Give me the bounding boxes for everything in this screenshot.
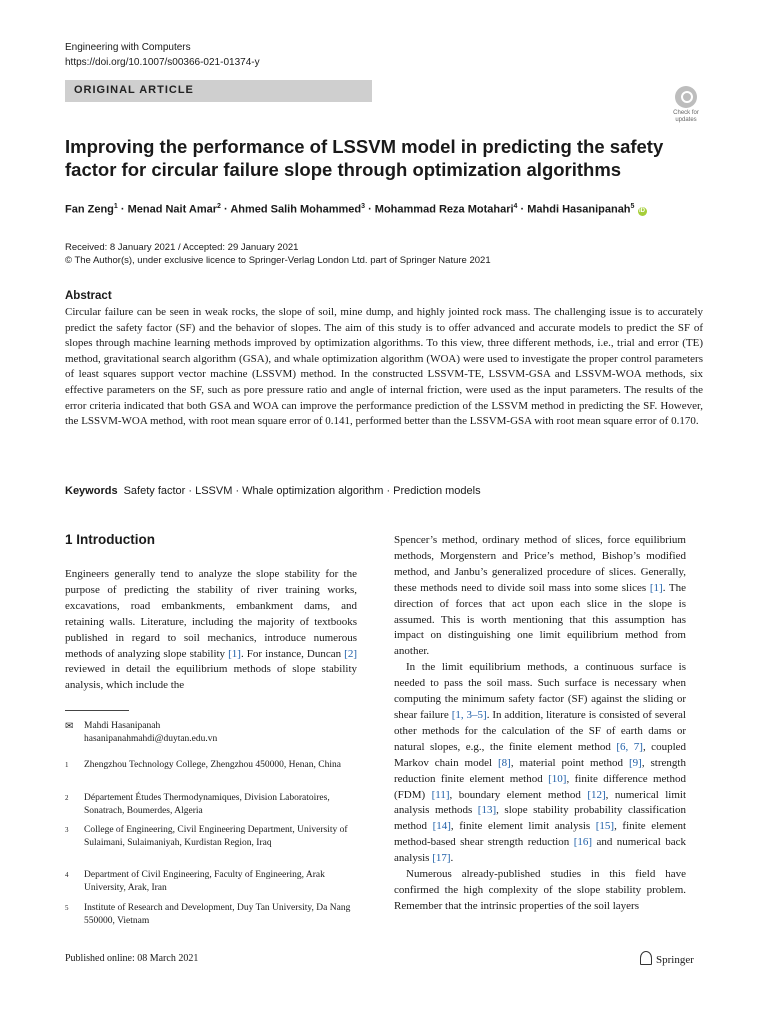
citation-link[interactable]: [15] xyxy=(595,820,615,833)
author-name: Mohammad Reza Motahari xyxy=(374,203,514,216)
check-for-updates-badge[interactable] xyxy=(666,86,706,124)
citation-link[interactable]: [1] xyxy=(228,647,241,660)
text-run: . For instance, Duncan xyxy=(240,647,345,660)
affiliation-item xyxy=(65,824,357,850)
citation-link[interactable]: [17] xyxy=(432,852,451,865)
journal-header xyxy=(65,40,260,70)
text-run: , strength reduction finite element method xyxy=(394,756,686,785)
affiliation-text: Département Études Thermodynamiques, Division Laboratoires, Sonatrach, Boumerdes, Algeria xyxy=(84,793,330,816)
affiliation-text: Institute of Research and Development, Duy Tan University, Da Nang 550000, Vietnam xyxy=(84,903,351,926)
citation-link[interactable]: [6, 7] xyxy=(616,740,643,753)
envelope-icon: ✉ xyxy=(65,721,74,732)
affiliation-item xyxy=(65,869,357,895)
check-updates-icon xyxy=(675,86,697,108)
citation-link[interactable]: [1] xyxy=(649,581,663,594)
text-run: Spencer’s method, ordinary method of slices, force equilibrium methods, Morgenstern and Price’s method, Bishop’s modified method, and Janbu’s generalized procedure of slices. Generally, these methods need to divide soil mass into some slices xyxy=(394,534,686,594)
received-accepted: Received: 8 January 2021 / Accepted: 29 January 2021 xyxy=(65,242,299,253)
orcid-icon[interactable]: iD xyxy=(639,207,645,214)
affiliation-item xyxy=(65,759,357,772)
keywords xyxy=(65,485,705,497)
doi-link[interactable]: https://doi.org/10.1007/s00366-021-01374-y xyxy=(65,57,260,68)
author-affiliation: 5 xyxy=(630,203,635,210)
intro-paragraph xyxy=(394,533,686,660)
intro-paragraph: Numerous already-published studies in this field have confirmed the high complexity of the slope stability problem. Remember that the intrinsic properties of the soil layers xyxy=(394,868,686,912)
affiliation-item xyxy=(65,902,357,928)
affiliation-number: 3 xyxy=(65,826,69,834)
author-list: Fan Zeng$^1$ · Menad Nait Amar$^2$ · Ahmed Salih Mohammed$^3$ · Mohammad Reza Motahari$^4$ · Mahdi Hasanipanah$^5$ iD xyxy=(65,203,645,216)
citation-link[interactable]: [1, xyxy=(451,708,467,721)
author-affiliation: 3 xyxy=(361,203,366,210)
footnote-divider xyxy=(65,710,129,711)
copyright-notice: © The Author(s), under exclusive licence to Springer-Verlag London Ltd. part of Springer Nature 2021 xyxy=(65,255,491,266)
citation-link[interactable]: [8] xyxy=(497,756,511,769)
text-run: , coupled Markov chain model xyxy=(394,740,687,769)
citation-link[interactable]: [12] xyxy=(587,788,606,801)
citation-link[interactable]: [14] xyxy=(432,820,451,833)
citation-link[interactable]: [9] xyxy=(629,756,642,769)
author-name: Fan Zeng xyxy=(65,203,114,216)
citation-link[interactable]: [13] xyxy=(477,804,497,817)
text-run: Engineers generally tend to analyze the slope stability for the purpose of predicting the stability of river training works, excavations, road embankments, embankment dams, and retaining walls. Literature, including the majority of textbooks published in regard to soil mechanics, introduce numerous methods of analyzing slope stability xyxy=(65,568,357,660)
publisher-name: Springer xyxy=(656,954,694,966)
text-run: , material point method xyxy=(510,756,629,769)
text-run: , numerical limit analysis methods xyxy=(394,788,686,817)
text-run: . xyxy=(450,852,454,865)
check-updates-label: Check for updates xyxy=(673,110,699,123)
affiliation-number: 2 xyxy=(65,794,69,802)
text-run: , finite difference method (FDM) xyxy=(394,772,686,801)
correspondence-block xyxy=(65,720,357,746)
intro-column-right xyxy=(394,533,686,915)
citation-link[interactable]: [16] xyxy=(573,836,593,849)
keywords-label: Keywords xyxy=(65,485,118,497)
text-run: reviewed in detail the equilibrium methods of slope stability analysis, which include the xyxy=(65,663,357,692)
intro-paragraph xyxy=(65,567,357,694)
affiliation-text: College of Engineering, Civil Engineering Department, University of Sulaimani, Sulaimaniyah, Kurdistan Region, Iraq xyxy=(84,825,348,848)
citation-link[interactable]: [10] xyxy=(548,772,567,785)
citation-link[interactable]: [2] xyxy=(344,647,357,660)
publication-dates xyxy=(65,241,491,267)
author-affiliation: 2 xyxy=(217,203,221,210)
text-run: In the limit equilibrium methods, a continuous surface is needed to pass the soil mass. Such surface is necessary when computing the minimum safety factor (SF) against the sliding or shear failure xyxy=(394,661,686,721)
section-heading: 1 Introduction xyxy=(65,532,155,547)
author-affiliation: 4 xyxy=(513,203,518,210)
text-run: . In addition, literature is consisted of several other methods for the calculation of the SF of earth dams or natural slopes, e.g., the finite element method xyxy=(394,708,686,753)
citation-link[interactable]: ] xyxy=(483,708,487,721)
text-run: , finite element method-based shear strength reduction xyxy=(394,820,687,849)
journal-name: Engineering with Computers xyxy=(65,42,191,53)
intro-paragraph xyxy=(394,660,686,867)
publisher-logo xyxy=(640,951,694,966)
affiliation-number: 1 xyxy=(65,761,69,769)
affiliation-item xyxy=(65,792,357,818)
text-run: , finite element limit analysis xyxy=(450,820,596,833)
affiliation-number: 5 xyxy=(65,904,69,912)
article-type: ORIGINAL ARTICLE xyxy=(74,84,194,96)
article-title: Improving the performance of LSSVM model in predicting the safety factor for circular failure slope through optimization algorithms xyxy=(65,136,664,180)
keywords-text: Safety factor · LSSVM · Whale optimization algorithm · Prediction models xyxy=(123,485,481,497)
affiliation-text: Zhengzhou Technology College, Zhengzhou 450000, Henan, China xyxy=(84,760,341,770)
abstract-heading: Abstract xyxy=(65,290,112,302)
author-affiliation: 1 xyxy=(113,203,118,210)
text-run: and numerical back analysis xyxy=(394,836,686,865)
published-online: Published online: 08 March 2021 xyxy=(65,953,199,964)
springer-horse-icon xyxy=(640,951,652,965)
citation-link[interactable]: 3–5 xyxy=(466,708,484,721)
text-run: , slope stability probability classification method xyxy=(394,804,686,833)
text-run: , boundary element method xyxy=(449,788,588,801)
citation-link[interactable]: [11] xyxy=(431,788,450,801)
text-run: . The direction of forces that act upon each slice in the slope is assumed. This is worth mentioning that this assumption has impact on distinguishing one limit equilibrium method from another. xyxy=(394,581,687,658)
corresponding-author: Mahdi Hasanipanah xyxy=(84,721,161,731)
author-name: Mahdi Hasanipanah xyxy=(527,203,631,216)
article-type-banner xyxy=(65,80,372,102)
intro-column-left xyxy=(65,567,357,694)
author-name: Menad Nait Amar xyxy=(127,203,218,216)
corresponding-email[interactable]: hasanipanahmahdi@duytan.edu.vn xyxy=(84,734,218,744)
abstract-text: Circular failure can be seen in weak rocks, the slope of soil, mine dump, and highly jointed rock mass. The challenging issue is to accurately predict the safety factor (SF) and the behavior of slopes. The aim of this study is to offer advanced and accurate models to predict the SF of slopes through machine learning methods improved by optimization algorithms. To this view, three different methods, i.e., trial and error (TE) method, gravitational search algorithm (GSA), and whale optimization algorithm (WOA) were used to investigate the proper control parameters of least squares support vector machine (LSSVM) method. In the constructed LSSVM-TE, LSSVM-GSA and LSSVM-WOA methods, six effective parameters on the SF, such as pore pressure ratio and angle of internal friction, were used as the input parameters. The results of the error criteria indicated that both GSA and WOA can improve the performance prediction of the LSSVM method in predicting the SF. However, the LSSVM-WOA method, with root mean square error of 0.141, performed better than the LSSVM-GSA with root mean square error of 0.170. xyxy=(65,306,703,428)
affiliation-text: Department of Civil Engineering, Faculty of Engineering, Arak University, Arak, Iran xyxy=(84,870,325,893)
affiliation-number: 4 xyxy=(65,871,69,879)
author-name: Ahmed Salih Mohammed xyxy=(230,203,362,216)
